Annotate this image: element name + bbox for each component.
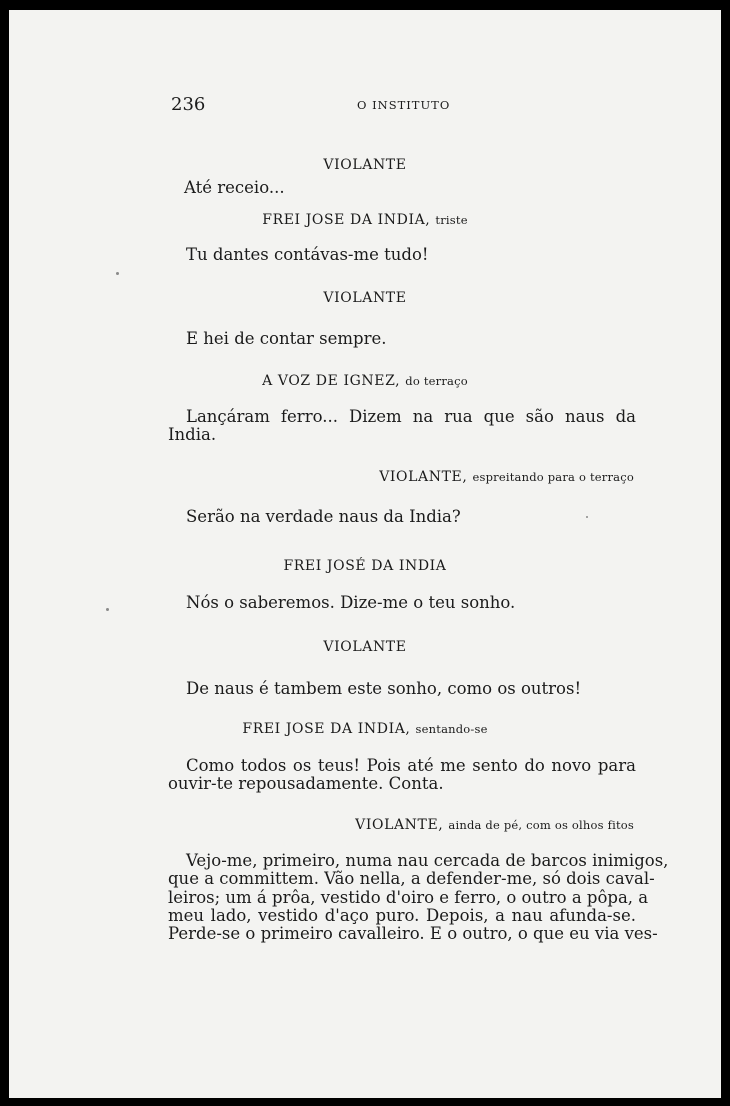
dialogue-line: Perde-se o primeiro cavalleiro. E o outro, o que eu via ves- (168, 924, 658, 944)
speaker-heading (9, 373, 721, 389)
dialogue-line: Lançáram ferro... Dizem na rua que são naus da (186, 407, 636, 426)
speaker-heading (9, 157, 721, 173)
dialogue-paragraph (168, 851, 669, 944)
dialogue-line: Vejo-me, primeiro, numa nau cercada de barcos inimigos, (186, 851, 669, 870)
speaker-heading (9, 212, 721, 228)
dialogue-line: E hei de contar sempre. (186, 329, 387, 348)
page-header (9, 94, 721, 116)
running-title: O INSTITUTO (357, 98, 451, 112)
book-page (9, 10, 721, 1098)
speaker-name: A VOZ DE IGNEZ, (262, 373, 401, 389)
dialogue-line: Tu dantes contávas-me tudo! (186, 245, 429, 264)
speaker-heading (355, 817, 634, 833)
dialogue-line: Até receio... (184, 178, 285, 197)
speaker-name: FREI JOSE DA INDIA, (242, 721, 411, 737)
speaker-name: FREI JOSÉ DA INDIA (283, 558, 447, 574)
stage-direction: triste (435, 213, 468, 227)
paper-speck (116, 272, 119, 275)
speaker-heading (9, 639, 721, 655)
paper-speck (586, 516, 588, 518)
dialogue-line: De naus é tambem este sonho, como os outros! (186, 679, 582, 698)
dialogue-paragraph (168, 757, 636, 794)
speaker-heading (9, 290, 721, 306)
speaker-name: VIOLANTE (323, 639, 407, 655)
dialogue-line: meu lado, vestido d'aço puro. Depois, a nau afunda-se. (168, 905, 636, 925)
speaker-name: VIOLANTE (323, 290, 407, 306)
stage-direction: do terraço (405, 374, 468, 388)
paper-speck (106, 608, 109, 611)
speaker-name: FREI JOSE DA INDIA, (262, 212, 431, 228)
speaker-name: VIOLANTE, (379, 469, 468, 485)
speaker-heading (9, 721, 721, 737)
stage-direction: ainda de pé, com os olhos fitos (448, 818, 634, 832)
dialogue-line: Como todos os teus! Pois até me sento do novo para (186, 756, 636, 775)
dialogue-line: que a committem. Vão nella, a defender-me, só dois caval- (168, 869, 655, 889)
dialogue-line: Serão na verdade naus da India? (186, 507, 461, 526)
dialogue-line: ouvir-te repousadamente. Conta. (168, 774, 444, 794)
dialogue-line: leiros; um á prôa, vestido d'oiro e ferro, o outro a pôpa, a (168, 887, 649, 907)
dialogue-line: India. (168, 425, 217, 445)
speaker-name: VIOLANTE, (355, 817, 444, 833)
speaker-name: VIOLANTE (323, 157, 407, 173)
speaker-heading (379, 469, 634, 485)
dialogue-line: Nós o saberemos. Dize-me o teu sonho. (186, 593, 516, 612)
stage-direction: sentando-se (415, 722, 488, 736)
dialogue-paragraph (168, 408, 636, 445)
speaker-heading (9, 558, 721, 574)
page-number: 236 (171, 94, 206, 115)
stage-direction: espreitando para o terraço (472, 470, 634, 484)
